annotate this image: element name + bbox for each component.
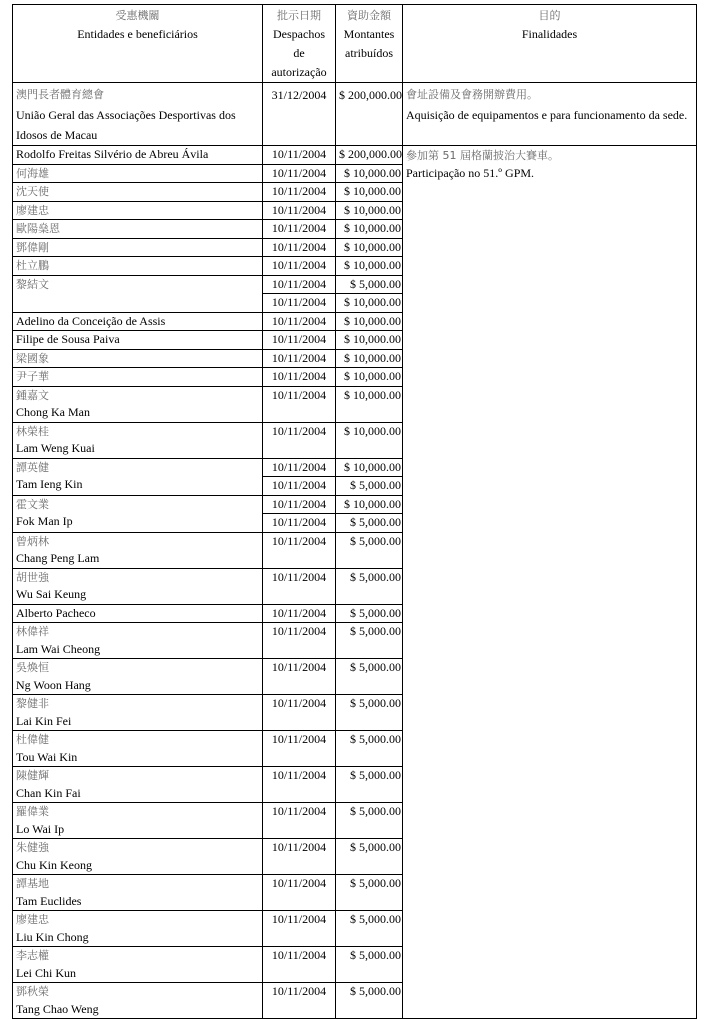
amount-cell: $ 5,000.00 (336, 983, 403, 1019)
entity-name-zh: 吳煥恒 (16, 661, 49, 674)
entity-name-zh: 梁國象 (16, 351, 49, 365)
subsidy-table (12, 4, 697, 1019)
purpose-cell: 會址設備及會務開辦費用。 Aquisição de equipamentos e para funcionamento da sede. (403, 83, 697, 146)
entity-cell (13, 911, 263, 947)
entity-cell (13, 495, 263, 532)
entity-name-zh: 霍文業 (16, 497, 49, 511)
entity-cell (13, 183, 263, 202)
date-cell: 10/11/2004 (263, 731, 336, 767)
entity-name-pt: Chong Ka Man (16, 405, 90, 419)
entity-name-zh: 陳健輝 (16, 769, 49, 782)
entity-name-pt: Wu Sai Keung (16, 587, 87, 601)
entity-cell (13, 659, 263, 695)
entity-cell (13, 767, 263, 803)
date-cell: 10/11/2004 (263, 368, 336, 387)
entity-cell (13, 220, 263, 239)
amount-cell: $ 5,000.00 (336, 803, 403, 839)
amount-cell: $ 10,000.00 (336, 386, 403, 422)
entity-name-pt: Ng Woon Hang (16, 677, 91, 692)
header-row (13, 5, 697, 83)
amount-cell: $ 5,000.00 (336, 568, 403, 604)
entity-name-zh: 朱健強 (16, 841, 49, 854)
amount-cell: $ 5,000.00 (336, 604, 403, 623)
entity-cell (13, 146, 263, 165)
entity-name-zh: 廖建忠 (16, 203, 49, 217)
amount-cell: $ 10,000.00 (336, 349, 403, 368)
header-date: 批示日期 Despachos de autorização (263, 5, 336, 83)
amount-cell: $ 200,000.00 (336, 146, 403, 165)
entity-name-zh: 杜立鵬 (16, 259, 49, 272)
entity-name-zh: 沈天使 (16, 185, 49, 198)
date-cell: 10/11/2004 (263, 294, 336, 313)
entity-cell (13, 731, 263, 767)
amount-cell: $ 10,000.00 (336, 164, 403, 183)
entity-cell (13, 386, 263, 422)
entity-name-zh: 譚基地 (16, 877, 49, 890)
date-cell: 10/11/2004 (263, 164, 336, 183)
purpose-pt: Participação no 51.º GPM. (406, 165, 535, 180)
amount-cell: $ 5,000.00 (336, 875, 403, 911)
amount-cell: $ 5,000.00 (336, 911, 403, 947)
amount-cell: $ 5,000.00 (336, 659, 403, 695)
purpose-cell (403, 146, 697, 1019)
entity-cell (13, 983, 263, 1019)
entity-cell (13, 839, 263, 875)
table-row (13, 146, 697, 165)
date-cell: 10/11/2004 (263, 477, 336, 496)
entity-cell (13, 275, 263, 312)
entity-name-pt: Tou Wai Kin (16, 749, 78, 764)
entity-name-pt: Liu Kin Chong (16, 929, 89, 944)
amount-cell: $ 5,000.00 (336, 623, 403, 659)
entity-cell (13, 238, 263, 257)
entity-cell (13, 604, 263, 623)
amount-cell: $ 10,000.00 (336, 183, 403, 202)
entity-name-pt: Filipe de Sousa Paiva (16, 332, 120, 346)
date-cell: 10/11/2004 (263, 458, 336, 477)
amount-cell: $ 5,000.00 (336, 839, 403, 875)
amount-cell: $ 10,000.00 (336, 201, 403, 220)
date-cell: 10/11/2004 (263, 568, 336, 604)
entity-cell (13, 422, 263, 458)
entity-name-pt: Alberto Pacheco (16, 605, 96, 620)
date-cell: 10/11/2004 (263, 312, 336, 331)
date-cell: 10/11/2004 (263, 331, 336, 350)
entity-name-zh: 黎健非 (16, 697, 49, 710)
entity-name-zh: 李志權 (16, 949, 49, 962)
date-cell: 10/11/2004 (263, 911, 336, 947)
date-cell: 10/11/2004 (263, 220, 336, 239)
entity-name-zh: 何海雄 (16, 166, 49, 180)
amount-cell: $ 10,000.00 (336, 331, 403, 350)
date-cell: 10/11/2004 (263, 275, 336, 294)
amount-cell: $ 10,000.00 (336, 238, 403, 257)
entity-cell (13, 532, 263, 568)
date-cell: 10/11/2004 (263, 514, 336, 533)
date-cell: 10/11/2004 (263, 146, 336, 165)
entity-name-pt: Lam Wai Cheong (16, 641, 101, 656)
entity-name-pt: Chu Kin Keong (16, 857, 92, 872)
date-cell: 10/11/2004 (263, 659, 336, 695)
entity-name-pt: Rodolfo Freitas Silvério de Abreu Ávila (16, 147, 209, 161)
entity-name-zh: 歐陽燊恩 (16, 222, 60, 235)
entity-name-zh: 林偉祥 (16, 625, 49, 638)
amount-cell: $ 10,000.00 (336, 312, 403, 331)
amount-cell: $ 10,000.00 (336, 495, 403, 514)
entity-cell (13, 947, 263, 983)
entity-name-pt: Lai Kin Fei (16, 713, 72, 728)
entity-cell (13, 368, 263, 387)
entity-cell (13, 695, 263, 731)
entity-name-pt: Lo Wai Ip (16, 821, 65, 836)
entity-name-zh: 尹子華 (16, 370, 49, 383)
entity-cell (13, 331, 263, 350)
header-amount: 資助金額 Montantes atribuídos (336, 5, 403, 83)
date-cell: 10/11/2004 (263, 803, 336, 839)
date-cell: 10/11/2004 (263, 839, 336, 875)
amount-cell: $ 5,000.00 (336, 532, 403, 568)
entity-name-zh: 黎結文 (16, 277, 49, 291)
entity-cell (13, 875, 263, 911)
amount-cell: $ 10,000.00 (336, 458, 403, 477)
date-cell: 10/11/2004 (263, 386, 336, 422)
entity-name-zh: 曾炳林 (16, 534, 49, 548)
entity-cell (13, 201, 263, 220)
amount-cell: $ 200,000.00 (336, 83, 403, 146)
amount-cell: $ 5,000.00 (336, 695, 403, 731)
entity-name-pt: Tam Euclides (16, 893, 82, 908)
amount-cell: $ 10,000.00 (336, 422, 403, 458)
purpose-zh: 參加第 51 屆格蘭披治大賽車。 (406, 149, 559, 162)
amount-cell: $ 10,000.00 (336, 368, 403, 387)
amount-cell: $ 10,000.00 (336, 220, 403, 239)
date-cell: 10/11/2004 (263, 623, 336, 659)
date-cell: 10/11/2004 (263, 767, 336, 803)
date-cell: 10/11/2004 (263, 495, 336, 514)
date-cell: 10/11/2004 (263, 238, 336, 257)
amount-cell: $ 10,000.00 (336, 257, 403, 276)
entity-name-pt: Tang Chao Weng (16, 1001, 99, 1016)
entity-cell (13, 623, 263, 659)
date-cell: 31/12/2004 (263, 83, 336, 146)
entity-cell: 澳門長者體育總會 União Geral das Associações Desportivas dos Idosos de Macau (13, 83, 263, 146)
date-cell: 10/11/2004 (263, 604, 336, 623)
date-cell: 10/11/2004 (263, 183, 336, 202)
entity-name-zh: 林榮桂 (16, 424, 49, 438)
date-cell: 10/11/2004 (263, 349, 336, 368)
entity-cell (13, 312, 263, 331)
entity-name-pt: Lei Chi Kun (16, 965, 76, 980)
entity-name-zh: 胡世強 (16, 570, 49, 584)
date-cell: 10/11/2004 (263, 983, 336, 1019)
date-cell: 10/11/2004 (263, 695, 336, 731)
date-cell: 10/11/2004 (263, 257, 336, 276)
header-entities: 受惠機關 Entidades e beneficiários (13, 5, 263, 83)
date-cell: 10/11/2004 (263, 875, 336, 911)
amount-cell: $ 5,000.00 (336, 947, 403, 983)
entity-name-pt: Adelino da Conceição de Assis (16, 313, 166, 328)
entity-cell (13, 257, 263, 276)
entity-name-pt: Tam Ieng Kin (16, 477, 83, 491)
header-purpose: 目的 Finalidades (403, 5, 697, 83)
table-row (13, 83, 697, 146)
entity-name-pt: Chan Kin Fai (16, 785, 81, 800)
date-cell: 10/11/2004 (263, 947, 336, 983)
entity-name-zh: 鍾嘉文 (16, 388, 49, 402)
entity-name-pt: Chang Peng Lam (16, 551, 100, 565)
amount-cell: $ 5,000.00 (336, 767, 403, 803)
entity-name-zh: 廖建忠 (16, 913, 49, 926)
entity-cell (13, 458, 263, 495)
entity-name-zh: 羅偉業 (16, 805, 49, 818)
entity-name-zh: 杜偉健 (16, 733, 49, 746)
amount-cell: $ 5,000.00 (336, 275, 403, 294)
date-cell: 10/11/2004 (263, 201, 336, 220)
entity-cell (13, 568, 263, 604)
entity-name-pt: Lam Weng Kuai (16, 441, 95, 455)
entity-name-pt: Fok Man Ip (16, 514, 73, 528)
entity-cell (13, 349, 263, 368)
date-cell: 10/11/2004 (263, 422, 336, 458)
entity-name-zh: 鄧秋榮 (16, 985, 49, 998)
entity-cell (13, 164, 263, 183)
amount-cell: $ 5,000.00 (336, 731, 403, 767)
amount-cell: $ 5,000.00 (336, 477, 403, 496)
entity-name-zh: 鄧偉剛 (16, 240, 49, 254)
amount-cell: $ 5,000.00 (336, 514, 403, 533)
entity-cell (13, 803, 263, 839)
entity-name-zh: 譚英健 (16, 460, 49, 474)
amount-cell: $ 10,000.00 (336, 294, 403, 313)
date-cell: 10/11/2004 (263, 532, 336, 568)
